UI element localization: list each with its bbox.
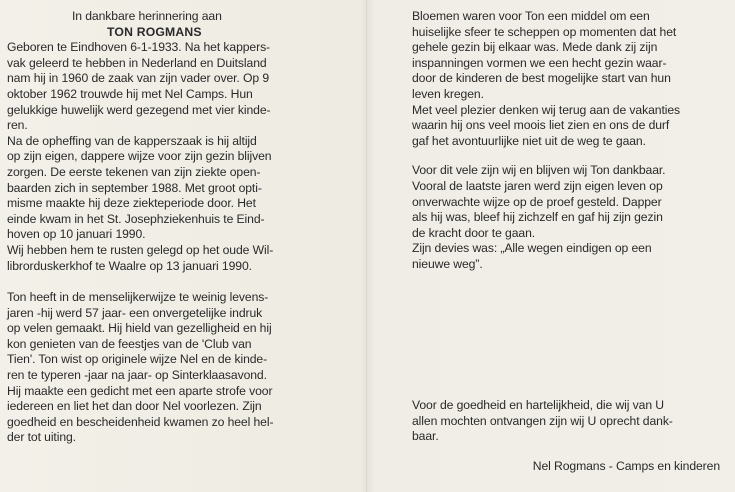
gratitude-paragraph: [412, 163, 730, 241]
motto-paragraph: [412, 241, 730, 272]
text-line: nam hij in 1960 de zaak van zijn vader over. Op 9: [7, 71, 270, 86]
biography-paragraph-1: [7, 40, 359, 134]
text-line: allen mochten ontvangen zijn wij U oprecht dank-: [412, 413, 673, 428]
text-line: iedereen en liet het dan door Nel voorlezen. Zijn: [7, 399, 262, 414]
text-line: Na de opheffing van de kapperszaak is hij altijd: [7, 133, 257, 148]
text-line: einde kwam in het St. Josephziekenhuis te Eind-: [7, 211, 265, 226]
text-line: kon genieten van de feestjes van de 'Club van: [7, 336, 252, 351]
biography-paragraph-2: [7, 134, 359, 243]
text-line: Tien'. Ton wist op originele wijze Nel en de kinde-: [7, 352, 268, 367]
text-line: op zijn eigen, dappere wijze voor zijn gezin blijven: [7, 149, 272, 164]
text-line: librorduskerkhof te Waalre op 13 januari 1990.: [7, 258, 252, 273]
text-line: waarin hij ons veel moois liet zien en ons de durf: [412, 118, 670, 133]
card-fold: [366, 0, 367, 492]
text-line: oktober 1962 trouwde hij met Nel Camps. Hun: [7, 86, 253, 101]
spacer: [412, 149, 730, 163]
text-line: zorgen. De eerste tekenen van zijn ziekte open-: [7, 164, 261, 179]
text-line: Hij maakte een gedicht met een aparte strofe voor: [7, 383, 273, 398]
text-line: ren.: [7, 118, 28, 133]
text-line: huiselijke sfeer te scheppen op momenten dat het: [412, 24, 677, 39]
text-line: de kracht door te gaan.: [412, 225, 536, 240]
text-line: door de kinderen de best mogelijke start van hun: [412, 71, 671, 86]
left-panel: [7, 9, 359, 446]
text-line: nieuwe weg”.: [412, 256, 483, 271]
text-line: Voor de goedheid en hartelijkheid, die wij van U: [412, 398, 664, 412]
text-line: als hij was, bleef hij zichzelf en gaf hij zijn gezin: [412, 210, 663, 225]
flowers-paragraph: [412, 9, 730, 103]
text-line: onverwachte wijze op de proef gesteld. Dapper: [412, 194, 662, 209]
text-line: vak geleerd te hebben in Nederland en Duitsland: [7, 55, 267, 70]
text-line: leven kregen.: [412, 86, 484, 101]
text-line: gaf het avontuurlijke niet uit de weg te gaan.: [412, 133, 646, 148]
text-line: hoven op 10 januari 1990.: [7, 227, 146, 242]
text-line: Bloemen waren voor Ton een middel om een: [412, 9, 650, 23]
text-line: gehele gezin bij elkaar was. Mede dank zij zijn: [412, 40, 658, 55]
heading: In dankbare herinnering aan: [72, 9, 222, 23]
burial-paragraph: [7, 243, 359, 274]
text-line: der tot uiting.: [7, 430, 76, 445]
text-line: baarden zich in september 1988. Met groot opti-: [7, 180, 262, 195]
tribute-paragraph: [7, 290, 359, 446]
text-line: Vooral de laatste jaren werd zijn eigen leven op: [412, 178, 663, 193]
deceased-name: TON ROGMANS: [107, 24, 202, 39]
text-line: Ton heeft in de menselijkerwijze te weinig levens-: [7, 290, 269, 305]
text-line: inspanningen vormen we een hecht gezin waar-: [412, 55, 667, 70]
text-line: gelukkige huwelijk werd gezegend met vier kinde-: [7, 102, 271, 117]
right-panel: [412, 9, 730, 273]
text-line: Wij hebben hem te rusten gelegd op het oude Wil-: [7, 242, 274, 257]
text-line: jaren -hij werd 57 jaar- een onvergetelijke indruk: [7, 305, 263, 320]
vacation-paragraph: [412, 103, 730, 150]
family-signature: Nel Rogmans - Camps en kinderen: [532, 459, 720, 473]
text-line: Voor dit vele zijn wij en blijven wij Ton dankbaar.: [412, 163, 666, 178]
signature-block: [412, 459, 730, 475]
text-line: Zijn devies was: „Alle wegen eindigen op een: [412, 241, 652, 256]
closing-thanks: [412, 398, 730, 445]
text-line: ren te typeren -jaar na jaar- op Sinterklaasavond.: [7, 368, 267, 383]
spacer: [7, 274, 359, 290]
text-line: Met veel plezier denken wij terug aan de vakanties: [412, 102, 681, 117]
text-line: misme maakte hij deze ziekteperiode door. Het: [7, 196, 256, 211]
text-line: op velen gemaakt. Hij hield van gezelligheid en hij: [7, 321, 272, 336]
text-line: baar.: [412, 429, 439, 444]
text-line: goedheid en bescheidenheid kwamen zo heel hel-: [7, 414, 274, 429]
text-line: Geboren te Eindhoven 6-1-1933. Na het kappers-: [7, 40, 271, 55]
